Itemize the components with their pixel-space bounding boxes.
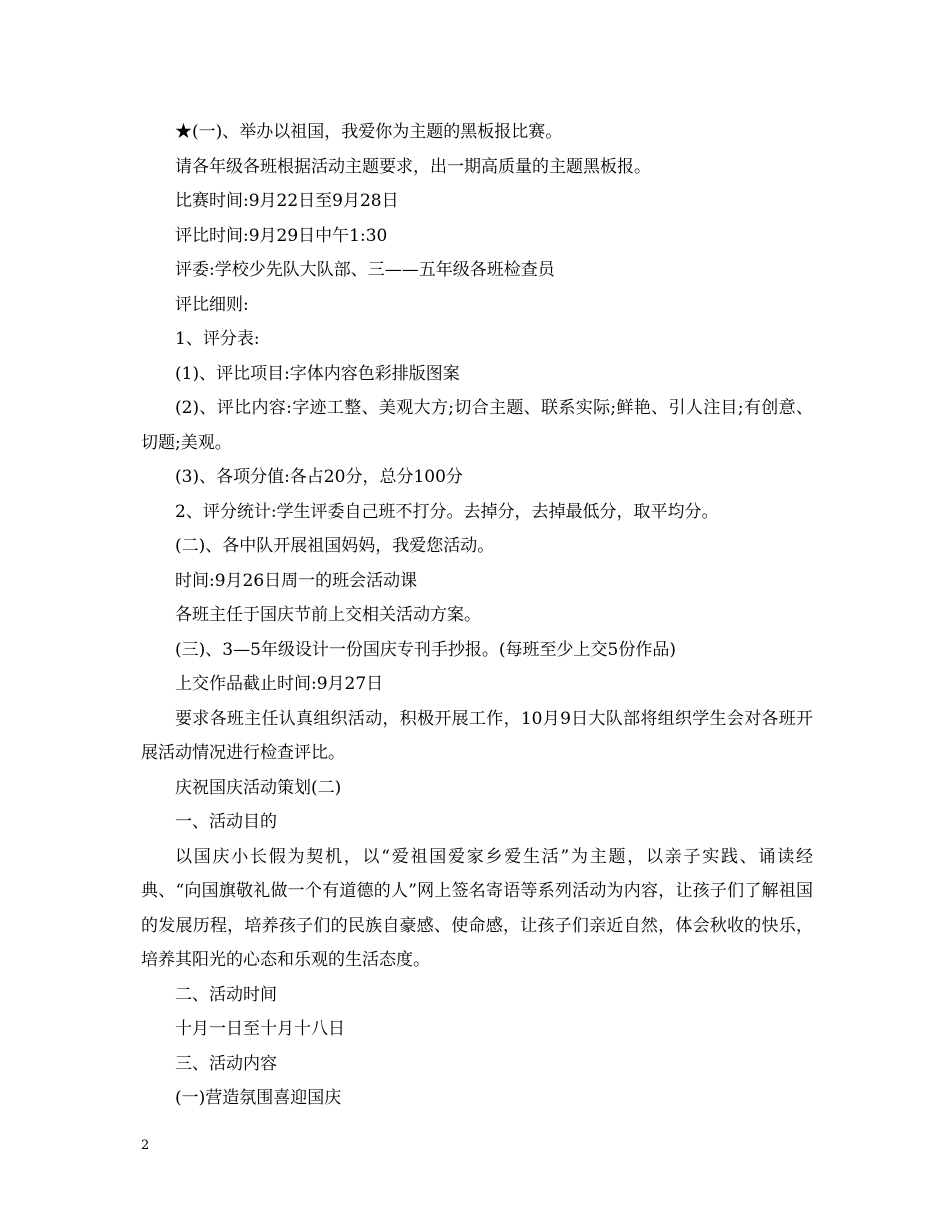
paragraph-time-body: 十月一日至十月十八日 [175, 1019, 345, 1039]
paragraph-item-scores: (3)、各项分值:各占20分，总分100分 [175, 467, 463, 487]
paragraph-purpose-body: 以国庆小长假为契机，以“爱祖国爱家乡爱生活”为主题，以亲子实践、诵读经典、“向国旗敬礼做一个有道德的人”网上签名寄语等系列活动为内容，让孩子们了解祖国的发展历程，培养孩子们的民族自豪感、使命感，让孩子们亲近自然，体会秋收的快乐，培养其阳光的心态和乐观的生活态度。 [141, 846, 813, 970]
paragraph-activity-time: 时间:9月26日周一的班会活动课 [175, 570, 418, 591]
paragraph-blackboard-contest-title: ★(一)、举办以祖国，我爱你为主题的黑板报比赛。 [175, 122, 563, 142]
paragraph-handwritten-paper: (三)、3—5年级设计一份国庆专刊手抄报。(每班至少上交5份作品) [175, 639, 676, 660]
paragraph-contest-time: 比赛时间:9月22日至9月28日 [175, 191, 399, 211]
paragraph-teacher-requirement: 要求各班主任认真组织活动，积极开展工作，10月9日大队部将组织学生会对各班开展活动情况进行检查评比。 [141, 708, 813, 763]
paragraph-submission-deadline: 上交作品截止时间:9月27日 [175, 674, 384, 694]
paragraph-judging-rules: 评比细则: [175, 294, 249, 315]
paragraph-squadron-activity: (二)、各中队开展祖国妈妈，我爱您活动。 [175, 536, 495, 556]
paragraph-judging-content: (2)、评比内容:字迹工整、美观大方;切合主题、联系实际;鲜艳、引人注目;有创意、切题;美观。 [141, 398, 813, 453]
paragraph-teacher-plans: 各班主任于国庆节前上交相关活动方案。 [175, 605, 481, 625]
paragraph-time-heading: 二、活动时间 [175, 984, 277, 1005]
paragraph-score-statistics: 2、评分统计:学生评委自己班不打分。去掉分，去掉最低分，取平均分。 [175, 501, 719, 522]
paragraph-judging-time: 评比时间:9月29日中午1:30 [175, 225, 388, 246]
paragraph-content-heading: 三、活动内容 [175, 1053, 277, 1074]
paragraph-blackboard-requirement: 请各年级各班根据活动主题要求，出一期高质量的主题黑板报。 [175, 156, 651, 177]
paragraph-judges: 评委:学校少先队大队部、三——五年级各班检查员 [175, 260, 555, 280]
paragraph-score-sheet: 1、评分表: [175, 329, 260, 349]
paragraph-plan-two-heading: 庆祝国庆活动策划(二) [175, 777, 342, 798]
document-body [141, 115, 813, 1116]
paragraph-judging-items: (1)、评比项目:字体内容色彩排版图案 [175, 363, 460, 384]
paragraph-atmosphere-heading: (一)营造氛围喜迎国庆 [175, 1088, 342, 1108]
paragraph-purpose-heading: 一、活动目的 [175, 812, 277, 832]
page-number: 2 [141, 1138, 150, 1153]
